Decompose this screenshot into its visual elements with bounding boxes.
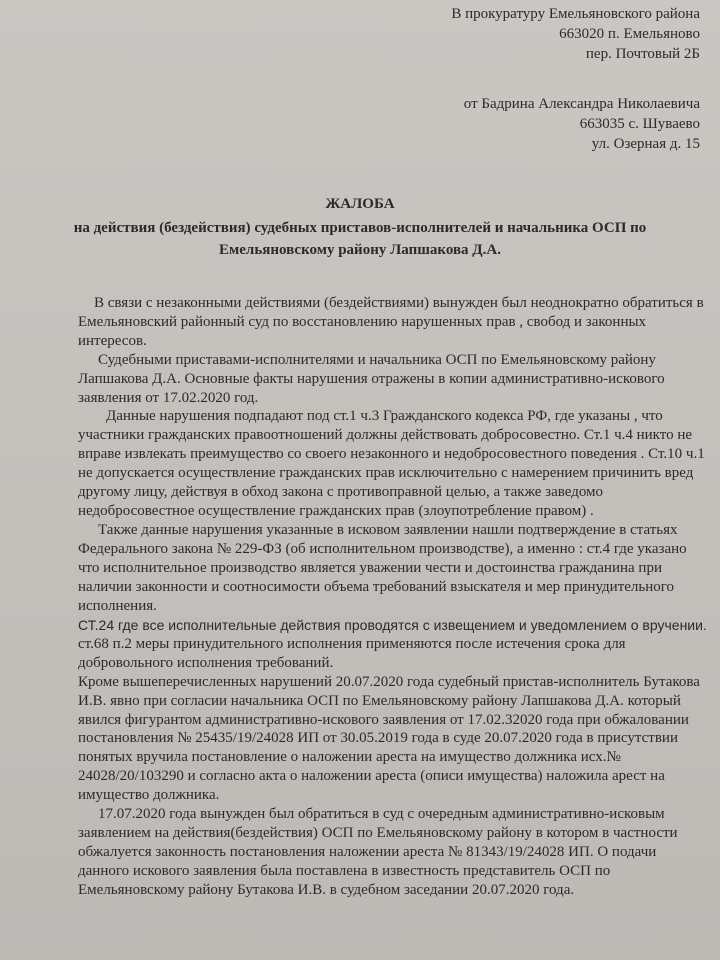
sender-line: 663035 с. Шуваево	[579, 116, 700, 132]
paragraph: В связи с незаконными действиями (бездействиями) вынужден был неоднократно обратиться в Емельяновский районный суд по восстановлению нарушенных прав , свобод и законных интересов.	[78, 295, 704, 349]
sender-line: ул. Озерная д. 15	[591, 136, 700, 152]
title-subject-line: на действия (бездействия) судебных приставов-исполнителей и начальника ОСП по	[73, 220, 647, 236]
paragraph: Также данные нарушения указанные в исковом заявлении нашли подтверждение в статьях Федерального закона № 229-ФЗ (об исполнительном производстве), а именно : ст.4 где указано что исполнительное производство является уважении чести и достоинства гражданина при наличии законности и соотносимости объема требований взыскателя и мер принудительного исполнения.	[78, 521, 687, 614]
article-line: СТ.24 где все исполнительные действия проводятся с извещением и уведомлением о вручении.	[78, 617, 707, 633]
complaint-body	[78, 294, 708, 615]
addressee-line: пер. Почтовый 2Б	[585, 46, 700, 62]
paragraph: Кроме вышеперечисленных нарушений 20.07.2020 года судебный пристав-исполнитель Бутакова И.В. явно при согласии начальника ОСП по Емельяновскому району Лапшакова Д.А. который явился фигурантом административно-искового заявления от 17.02.32020 года при обжаловании постановления № 25435/19/24028 ИП от 30.05.2019 года в суде 20.07.2020 года в присутствии понятых вручила постановление о наложении ареста на имущество должника исх.№ 24028/20/103290 и согласно акта о наложении ареста (описи имущества) наложила арест на имущество должника.	[78, 673, 700, 804]
complaint-body-continued	[78, 616, 708, 900]
addressee-block	[451, 4, 700, 154]
document-title	[0, 193, 720, 261]
addressee-line: 663020 п. Емельяново	[559, 26, 700, 42]
addressee-line: В прокуратуру Емельяновского района	[451, 6, 700, 22]
sender-line: от Бадрина Александра Николаевича	[463, 96, 700, 112]
paragraph: Данные нарушения подпадают под ст.1 ч.3 Гражданского кодекса РФ, где указаны , что участники гражданских правоотношений должны действовать добросовестно. Ст.1 ч.4 никто не вправе извлекать преимущество со своего незаконного и недобросовестного поведения . Ст.10 ч.1 не допускается осуществление гражданских прав исключительно с намерением причинить вред другому лицу, действуя в обход закона с противоправной целью, а также заведомо недобросовестное осуществление гражданских прав (злоупотребление правом) .	[78, 408, 705, 519]
title-main: ЖАЛОБА	[325, 196, 395, 212]
article-line: ст.68 п.2 меры принудительного исполнения применяются после истечения срока для добровольного исполнения требований.	[78, 635, 626, 671]
paragraph: 17.07.2020 года вынужден был обратиться в суд с очередным административно-исковым заявлением на действия(бездействия) ОСП по Емельяновскому району в котором в частности обжалуется законность постановления наложении ареста № 81343/19/24028 ИП. О подачи данного искового заявления была поставлена в известность представитель ОСП по Емельяновскому району Бутакова И.В. в судебном заседании 20.07.2020 года.	[78, 806, 678, 898]
title-subject-line: Емельяновскому району Лапшакова Д.А.	[219, 242, 501, 258]
paragraph: Судебными приставами-исполнителями и начальника ОСП по Емельяновскому району Лапшакова Д.А. Основные факты нарушения отражены в копии административно-искового заявления от 17.02.2020 год.	[78, 351, 665, 406]
